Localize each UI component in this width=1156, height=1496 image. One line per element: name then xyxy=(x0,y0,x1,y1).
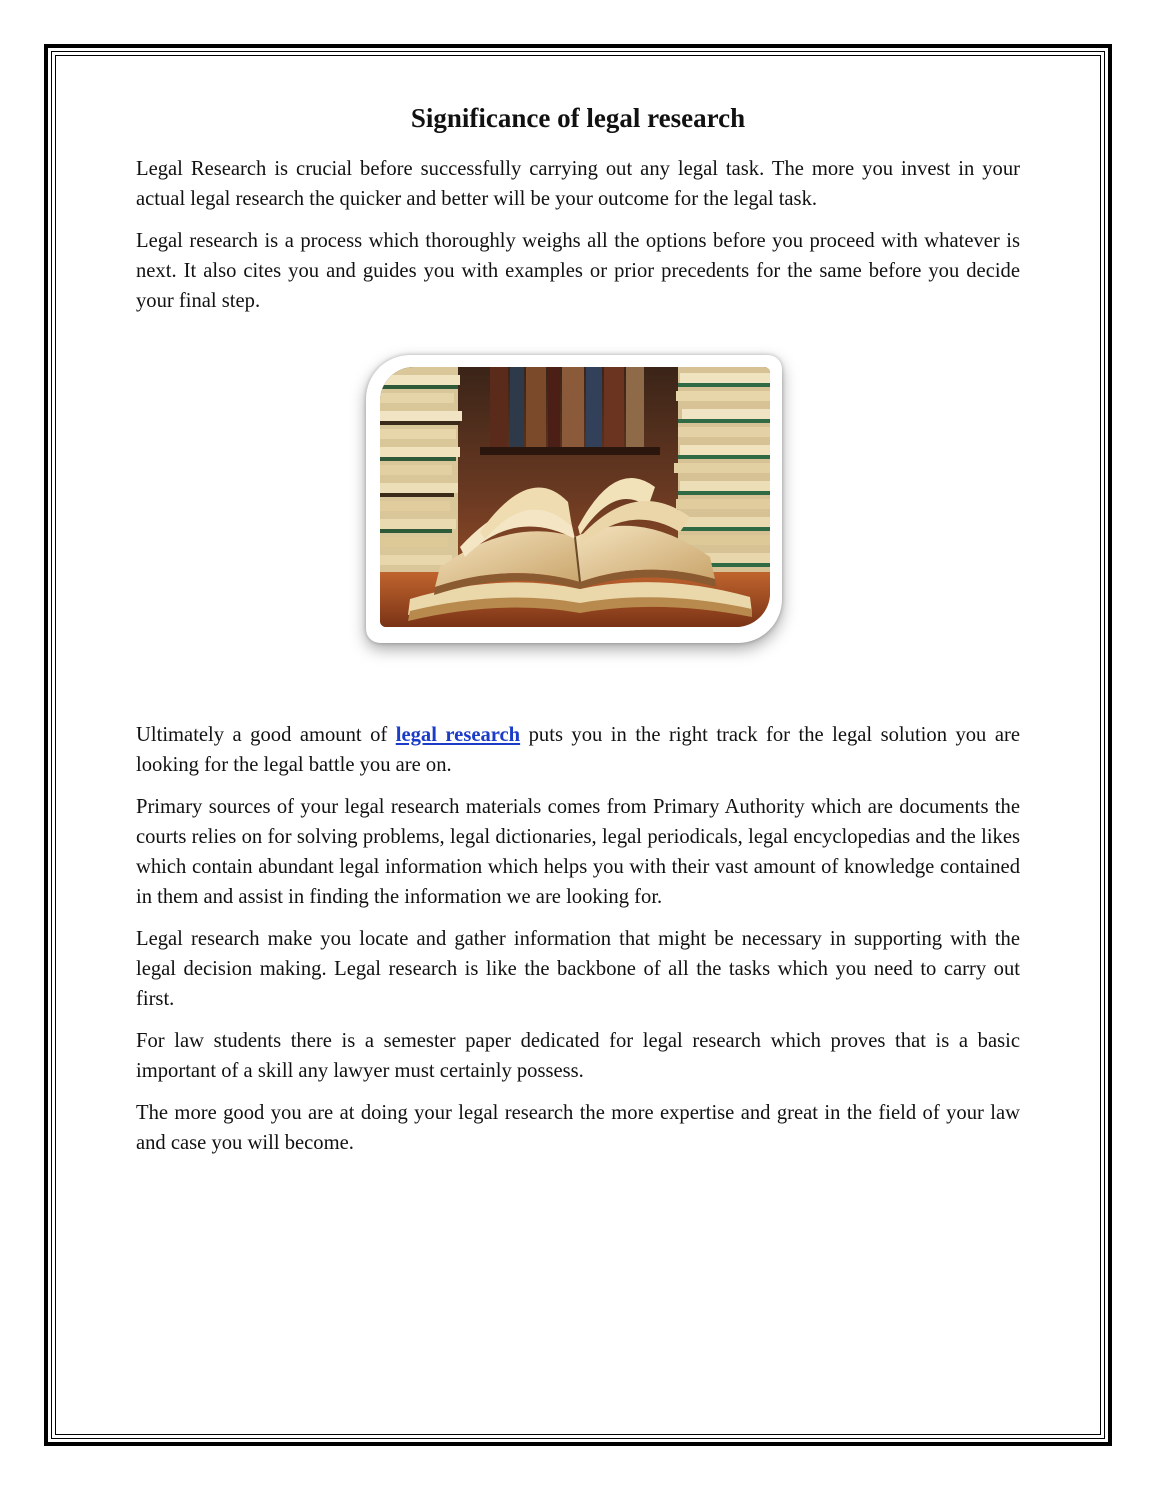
paragraph-expertise: The more good you are at doing your legal research the more expertise and great in the field of your law and case you will become. xyxy=(136,1102,1020,1154)
legal-research-link[interactable]: legal research xyxy=(395,724,521,746)
document-body xyxy=(136,96,1020,1170)
paragraph-process: Legal research is a process which thoroughly weighs all the options before you proceed with whatever is next. It also cites you and guides you with examples or prior precedents for the same before you decide your final step. xyxy=(136,230,1020,312)
figure xyxy=(136,355,1020,673)
paragraph-link xyxy=(136,720,1020,780)
paragraph-locate-gather: Legal research make you locate and gather information that might be necessary in supporting with the legal decision making. Legal research is like the backbone of all the tasks which you need to carry out first. xyxy=(136,928,1020,1010)
page-title: Significance of legal research xyxy=(410,103,746,133)
image-frame xyxy=(366,355,782,643)
link-paragraph-tail: puts you in the right track for the legal solution you are looking for the legal battle you are on. xyxy=(136,724,1020,776)
paragraph-primary-sources: Primary sources of your legal research materials comes from Primary Authority which are documents the courts relies on for solving problems, legal dictionaries, legal periodicals, legal encyclopedias and the likes which contain abundant legal information which helps you with their vast amount of knowledge contained in them and assist in finding the information we are looking for. xyxy=(136,796,1020,908)
link-paragraph-lead: Ultimately a good amount of xyxy=(136,724,396,746)
paragraph-intro: Legal Research is crucial before successfully carrying out any legal task. The more you invest in your actual legal research the quicker and better will be your outcome for the legal task. xyxy=(136,158,1020,210)
open-books-image xyxy=(380,367,770,627)
paragraph-law-students: For law students there is a semester paper dedicated for legal research which proves that is a basic important of a skill any lawyer must certainly possess. xyxy=(136,1030,1020,1082)
